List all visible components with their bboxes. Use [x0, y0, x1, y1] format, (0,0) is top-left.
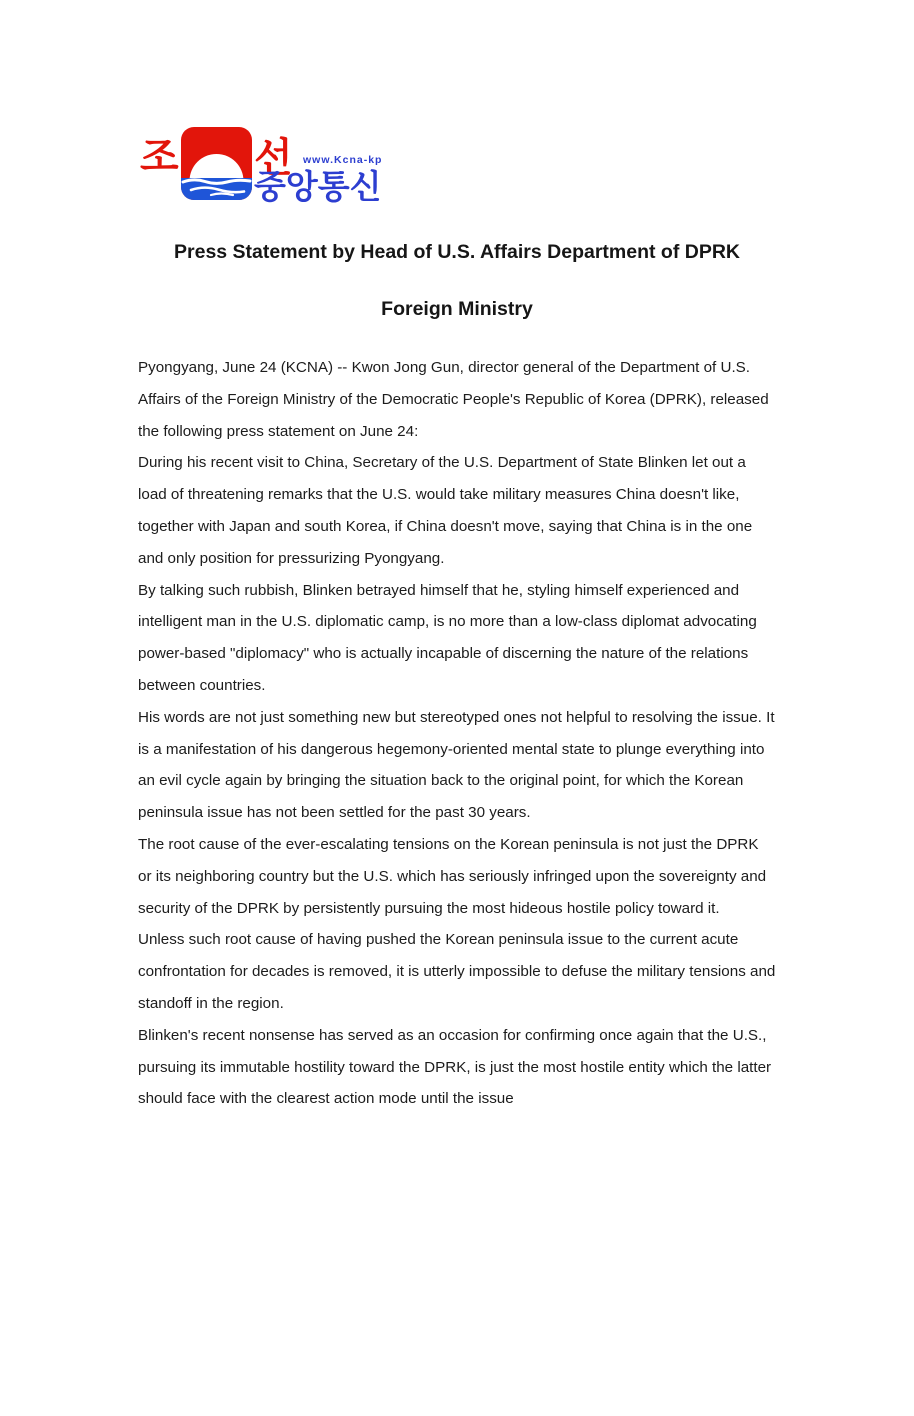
paragraph: Blinken's recent nonsense has served as an occasion for confirming once again that the U.S., pursuing its immutable hostility toward the DPRK, is just the most hostile entity which the latter should face with the clearest action mode until the issue	[138, 1026, 772, 1108]
article-title-line1: Press Statement by Head of U.S. Affairs Department of DPRK	[174, 241, 740, 263]
logo-char-jo: 조	[140, 135, 179, 179]
paragraph: Unless such root cause of having pushed the Korean peninsula issue to the current acute confrontation for decades is removed, it is utterly impossible to defuse the military tensions and standoff in the region.	[138, 931, 776, 1012]
document-page	[0, 123, 914, 1416]
logo-char-son: 선	[254, 136, 293, 180]
paragraph: By talking such rubbish, Blinken betrayed himself that he, styling himself experienced and intelligent man in the U.S. diplomatic camp, is no more than a low-class diplomat advocating power-based "diplomacy" who is actually incapable of discerning the nature of the relations between countries.	[138, 581, 757, 694]
logo-url-text: www.Kcna-kp	[303, 154, 383, 166]
paragraph: During his recent visit to China, Secretary of the U.S. Department of State Blinken let out a load of threatening remarks that the U.S. would take military measures China doesn't like, together with Japan and south Korea, if China doesn't move, saying that China is in the one and only position for pressurizing Pyongyang.	[138, 454, 753, 567]
kcna-logo	[138, 123, 776, 205]
paragraph: The root cause of the ever-escalating tensions on the Korean peninsula is not just the DPRK or its neighboring country but the U.S. which has seriously infringed upon the sovereignty and security of the DPRK by persistently pursuing the most hideous hostile policy toward it.	[138, 835, 767, 917]
article-body	[138, 352, 776, 1115]
paragraph: His words are not just something new but stereotyped ones not helpful to resolving the issue. It is a manifestation of his dangerous hegemony-oriented mental state to plunge everything into an evil cycle again by bringing the situation back to the original point, for which the Korean peninsula issue has not been settled for the past 30 years.	[138, 708, 775, 822]
kcna-sun-water-icon	[181, 127, 252, 200]
logo-text-jungang-tongsin: 중앙통신	[254, 168, 382, 205]
article-title-line2: Foreign Ministry	[381, 298, 533, 320]
paragraph: Pyongyang, June 24 (KCNA) -- Kwon Jong Gun, director general of the Department of U.S. Affairs of the Foreign Ministry of the Democratic People's Republic of Korea (DPRK), released the following press statement on June 24:	[138, 359, 769, 440]
